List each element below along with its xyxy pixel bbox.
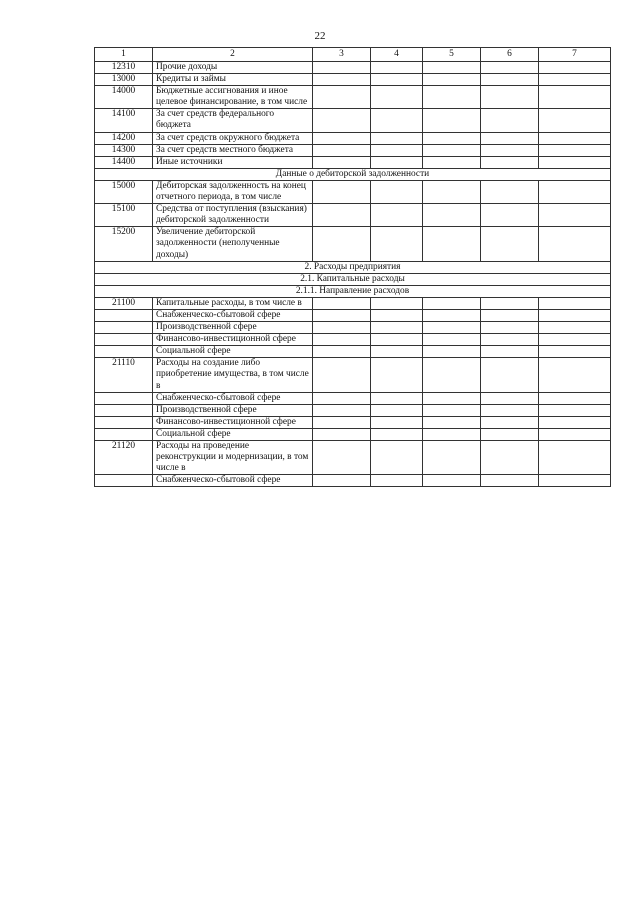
section-title: Данные о дебиторской задолженности bbox=[95, 168, 611, 180]
value-cell bbox=[481, 309, 539, 321]
section-title: 2.1. Капитальные расходы bbox=[95, 273, 611, 285]
row-code: 15200 bbox=[95, 227, 153, 261]
row-label: Капитальные расходы, в том числе в bbox=[153, 297, 313, 309]
value-cell bbox=[423, 309, 481, 321]
value-cell bbox=[371, 156, 423, 168]
value-cell bbox=[313, 132, 371, 144]
value-cell bbox=[313, 180, 371, 203]
value-cell bbox=[481, 416, 539, 428]
value-cell bbox=[313, 109, 371, 132]
row-code bbox=[95, 475, 153, 487]
row-code bbox=[95, 322, 153, 334]
value-cell bbox=[481, 297, 539, 309]
value-cell bbox=[371, 475, 423, 487]
value-cell bbox=[313, 297, 371, 309]
row-code: 14000 bbox=[95, 86, 153, 109]
value-cell bbox=[423, 156, 481, 168]
row-label: Снабженческо-сбытовой сфере bbox=[153, 392, 313, 404]
section-title: 2. Расходы предприятия bbox=[95, 261, 611, 273]
row-code: 13000 bbox=[95, 74, 153, 86]
value-cell bbox=[313, 392, 371, 404]
value-cell bbox=[481, 441, 539, 475]
value-cell bbox=[313, 334, 371, 346]
row-code: 12310 bbox=[95, 62, 153, 74]
value-cell bbox=[423, 346, 481, 358]
row-label: Производственной сфере bbox=[153, 404, 313, 416]
row-label: За счет средств федерального бюджета bbox=[153, 109, 313, 132]
value-cell bbox=[423, 404, 481, 416]
section-row bbox=[95, 273, 611, 285]
table-row bbox=[95, 392, 611, 404]
value-cell bbox=[539, 358, 611, 392]
section-row bbox=[95, 168, 611, 180]
value-cell bbox=[481, 322, 539, 334]
value-cell bbox=[371, 441, 423, 475]
value-cell bbox=[371, 309, 423, 321]
value-cell bbox=[423, 428, 481, 440]
column-header: 7 bbox=[539, 48, 611, 62]
value-cell bbox=[481, 144, 539, 156]
value-cell bbox=[423, 227, 481, 261]
column-header: 4 bbox=[371, 48, 423, 62]
value-cell bbox=[371, 428, 423, 440]
row-label: Прочие доходы bbox=[153, 62, 313, 74]
row-label: Дебиторская задолженность на конец отчетного периода, в том числе bbox=[153, 180, 313, 203]
table-row bbox=[95, 86, 611, 109]
header-row bbox=[95, 48, 611, 62]
value-cell bbox=[423, 204, 481, 227]
value-cell bbox=[371, 404, 423, 416]
table-row bbox=[95, 62, 611, 74]
row-label: Средства от поступления (взыскания) дебиторской задолженности bbox=[153, 204, 313, 227]
value-cell bbox=[481, 428, 539, 440]
value-cell bbox=[539, 86, 611, 109]
value-cell bbox=[423, 416, 481, 428]
value-cell bbox=[371, 392, 423, 404]
section-row bbox=[95, 261, 611, 273]
value-cell bbox=[481, 74, 539, 86]
row-label: Социальной сфере bbox=[153, 346, 313, 358]
value-cell bbox=[423, 322, 481, 334]
row-label: Иные источники bbox=[153, 156, 313, 168]
value-cell bbox=[371, 334, 423, 346]
value-cell bbox=[481, 204, 539, 227]
row-code bbox=[95, 334, 153, 346]
value-cell bbox=[423, 132, 481, 144]
value-cell bbox=[481, 475, 539, 487]
row-label: За счет средств местного бюджета bbox=[153, 144, 313, 156]
value-cell bbox=[313, 428, 371, 440]
row-code: 14200 bbox=[95, 132, 153, 144]
value-cell bbox=[423, 62, 481, 74]
value-cell bbox=[481, 227, 539, 261]
value-cell bbox=[423, 358, 481, 392]
row-code bbox=[95, 309, 153, 321]
value-cell bbox=[539, 475, 611, 487]
row-code bbox=[95, 346, 153, 358]
table-row bbox=[95, 109, 611, 132]
row-code: 14400 bbox=[95, 156, 153, 168]
income-expense-table bbox=[94, 47, 611, 487]
value-cell bbox=[481, 109, 539, 132]
row-code bbox=[95, 428, 153, 440]
value-cell bbox=[313, 74, 371, 86]
table-row bbox=[95, 441, 611, 475]
row-code: 15000 bbox=[95, 180, 153, 203]
row-code bbox=[95, 392, 153, 404]
row-label: Производственной сфере bbox=[153, 322, 313, 334]
table-row bbox=[95, 322, 611, 334]
table-body bbox=[95, 48, 611, 487]
table-row bbox=[95, 227, 611, 261]
table-row bbox=[95, 156, 611, 168]
row-label: Снабженческо-сбытовой сфере bbox=[153, 309, 313, 321]
value-cell bbox=[423, 180, 481, 203]
page-number: 22 bbox=[314, 30, 326, 42]
value-cell bbox=[539, 346, 611, 358]
value-cell bbox=[481, 86, 539, 109]
value-cell bbox=[371, 204, 423, 227]
row-code: 21120 bbox=[95, 441, 153, 475]
value-cell bbox=[539, 204, 611, 227]
value-cell bbox=[539, 109, 611, 132]
table-row bbox=[95, 428, 611, 440]
table-row bbox=[95, 204, 611, 227]
value-cell bbox=[539, 227, 611, 261]
value-cell bbox=[371, 132, 423, 144]
value-cell bbox=[539, 62, 611, 74]
value-cell bbox=[371, 144, 423, 156]
value-cell bbox=[313, 404, 371, 416]
value-cell bbox=[539, 144, 611, 156]
value-cell bbox=[481, 132, 539, 144]
section-row bbox=[95, 285, 611, 297]
table-row bbox=[95, 309, 611, 321]
value-cell bbox=[423, 441, 481, 475]
row-label: Кредиты и займы bbox=[153, 74, 313, 86]
column-header: 6 bbox=[481, 48, 539, 62]
value-cell bbox=[313, 309, 371, 321]
row-label: За счет средств окружного бюджета bbox=[153, 132, 313, 144]
value-cell bbox=[371, 322, 423, 334]
value-cell bbox=[313, 144, 371, 156]
row-label: Снабженческо-сбытовой сфере bbox=[153, 475, 313, 487]
value-cell bbox=[539, 392, 611, 404]
value-cell bbox=[539, 428, 611, 440]
value-cell bbox=[423, 475, 481, 487]
value-cell bbox=[371, 346, 423, 358]
value-cell bbox=[371, 416, 423, 428]
value-cell bbox=[313, 346, 371, 358]
value-cell bbox=[371, 74, 423, 86]
value-cell bbox=[539, 416, 611, 428]
value-cell bbox=[481, 358, 539, 392]
value-cell bbox=[539, 132, 611, 144]
value-cell bbox=[539, 322, 611, 334]
value-cell bbox=[371, 227, 423, 261]
value-cell bbox=[481, 180, 539, 203]
row-code: 14300 bbox=[95, 144, 153, 156]
column-header: 3 bbox=[313, 48, 371, 62]
value-cell bbox=[481, 62, 539, 74]
value-cell bbox=[423, 144, 481, 156]
row-label: Финансово-инвестиционной сфере bbox=[153, 416, 313, 428]
value-cell bbox=[539, 74, 611, 86]
value-cell bbox=[423, 297, 481, 309]
value-cell bbox=[481, 346, 539, 358]
table-row bbox=[95, 404, 611, 416]
value-cell bbox=[423, 109, 481, 132]
table-row bbox=[95, 144, 611, 156]
value-cell bbox=[371, 86, 423, 109]
table-row bbox=[95, 334, 611, 346]
value-cell bbox=[313, 358, 371, 392]
value-cell bbox=[539, 297, 611, 309]
value-cell bbox=[481, 156, 539, 168]
value-cell bbox=[539, 309, 611, 321]
value-cell bbox=[313, 204, 371, 227]
value-cell bbox=[313, 441, 371, 475]
value-cell bbox=[539, 404, 611, 416]
value-cell bbox=[539, 334, 611, 346]
value-cell bbox=[539, 156, 611, 168]
value-cell bbox=[371, 62, 423, 74]
value-cell bbox=[313, 416, 371, 428]
value-cell bbox=[371, 109, 423, 132]
value-cell bbox=[371, 180, 423, 203]
row-label: Социальной сфере bbox=[153, 428, 313, 440]
row-label: Увеличение дебиторской задолженности (неполученные доходы) bbox=[153, 227, 313, 261]
value-cell bbox=[481, 392, 539, 404]
row-label: Финансово-инвестиционной сфере bbox=[153, 334, 313, 346]
row-code bbox=[95, 416, 153, 428]
row-label: Расходы на создание либо приобретение имущества, в том числе в bbox=[153, 358, 313, 392]
table-row bbox=[95, 180, 611, 203]
value-cell bbox=[371, 297, 423, 309]
value-cell bbox=[313, 322, 371, 334]
value-cell bbox=[423, 392, 481, 404]
table-row bbox=[95, 416, 611, 428]
value-cell bbox=[313, 227, 371, 261]
row-code: 21110 bbox=[95, 358, 153, 392]
section-title: 2.1.1. Направление расходов bbox=[95, 285, 611, 297]
value-cell bbox=[313, 86, 371, 109]
table-row bbox=[95, 74, 611, 86]
table-row bbox=[95, 297, 611, 309]
row-code bbox=[95, 404, 153, 416]
value-cell bbox=[313, 62, 371, 74]
value-cell bbox=[371, 358, 423, 392]
row-label: Бюджетные ассигнования и иное целевое финансирование, в том числе bbox=[153, 86, 313, 109]
value-cell bbox=[481, 404, 539, 416]
value-cell bbox=[539, 441, 611, 475]
value-cell bbox=[313, 475, 371, 487]
row-label: Расходы на проведение реконструкции и модернизации, в том числе в bbox=[153, 441, 313, 475]
row-code: 21100 bbox=[95, 297, 153, 309]
value-cell bbox=[313, 156, 371, 168]
table-row bbox=[95, 475, 611, 487]
value-cell bbox=[423, 86, 481, 109]
row-code: 15100 bbox=[95, 204, 153, 227]
value-cell bbox=[539, 180, 611, 203]
value-cell bbox=[481, 334, 539, 346]
column-header: 5 bbox=[423, 48, 481, 62]
table-row bbox=[95, 132, 611, 144]
column-header: 1 bbox=[95, 48, 153, 62]
row-code: 14100 bbox=[95, 109, 153, 132]
value-cell bbox=[423, 334, 481, 346]
column-header: 2 bbox=[153, 48, 313, 62]
value-cell bbox=[423, 74, 481, 86]
table-row bbox=[95, 358, 611, 392]
table-row bbox=[95, 346, 611, 358]
